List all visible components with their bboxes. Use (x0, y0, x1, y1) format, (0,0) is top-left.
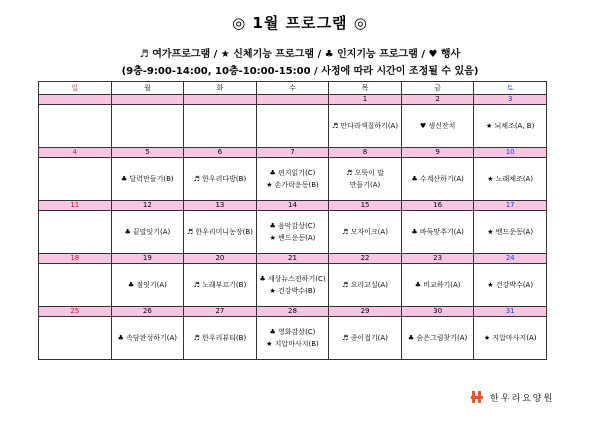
program-item: ♣ 비교하기(A) (414, 281, 461, 289)
date-cell: 4 (39, 148, 112, 158)
program-item: ★ 지압마사지(B) (266, 340, 319, 348)
date-cell: 1 (329, 95, 402, 105)
program-cell (474, 264, 547, 307)
facility-footer (470, 389, 580, 405)
program-item: ♬ 오뚝이 말 (346, 169, 384, 177)
program-item: ★ 건강박수(A) (487, 281, 534, 289)
program-cell (39, 264, 112, 307)
date-cell: 6 (184, 148, 257, 158)
program-cell (111, 264, 184, 307)
program-item: ★ 손가락운동(B) (266, 181, 319, 189)
program-item: ★ 노래체조(A) (487, 175, 534, 183)
date-cell: 10 (474, 148, 547, 158)
program-item: ♬ 노래부르기(B) (193, 281, 247, 289)
program-item: ♣ 세상뉴스전하기(C) (259, 275, 326, 283)
program-cell (474, 105, 547, 148)
program-item: ♣ 점잇기(A) (127, 281, 167, 289)
program-item: ♣ 영화감상(C) (269, 328, 316, 336)
program-item: ★ 건강박수(B) (269, 287, 316, 295)
program-item: ♣ 수계산하기(A) (411, 175, 464, 183)
weekday-thu: 목 (329, 82, 402, 95)
date-row (39, 201, 547, 211)
date-cell: 29 (329, 307, 402, 317)
date-cell: 16 (401, 201, 474, 211)
date-cell: 24 (474, 254, 547, 264)
program-cell (39, 158, 112, 201)
date-cell (39, 95, 112, 105)
program-item: ★ 밴드운동(A) (487, 228, 534, 236)
program-item: ♬ 종이접기(A) (342, 334, 388, 342)
program-cell (184, 158, 257, 201)
date-cell: 19 (111, 254, 184, 264)
program-cell (39, 317, 112, 360)
weekday-tue: 화 (184, 82, 257, 95)
date-cell: 9 (401, 148, 474, 158)
date-cell: 7 (256, 148, 329, 158)
program-calendar (38, 81, 547, 360)
date-cell: 8 (329, 148, 402, 158)
program-item: ♣ 바둑맞추기(A) (411, 228, 464, 236)
program-cell (256, 264, 329, 307)
program-cell (474, 317, 547, 360)
program-cell (111, 317, 184, 360)
program-item: ♣ 속담완성하기(A) (117, 334, 177, 342)
weekday-mon: 월 (111, 82, 184, 95)
facility-name: 한우리요양원 (490, 393, 555, 404)
program-item: ♬ 만다라색칠하기(A) (331, 122, 399, 130)
date-cell: 23 (401, 254, 474, 264)
program-cell (401, 211, 474, 254)
program-item: 만들기(A) (349, 181, 381, 189)
program-cell (401, 158, 474, 201)
date-cell: 27 (184, 307, 257, 317)
date-cell: 18 (39, 254, 112, 264)
program-item: ♣ 달력만들기(B) (121, 175, 174, 183)
date-cell: 3 (474, 95, 547, 105)
program-cell (39, 105, 112, 148)
program-row (39, 211, 547, 254)
program-row (39, 264, 547, 307)
date-cell: 15 (329, 201, 402, 211)
program-cell (256, 105, 329, 148)
date-cell: 20 (184, 254, 257, 264)
weekday-sun: 일 (39, 82, 112, 95)
program-cell (111, 158, 184, 201)
weekday-wed: 수 (256, 82, 329, 95)
program-cell (474, 211, 547, 254)
date-cell: 31 (474, 307, 547, 317)
date-cell: 12 (111, 201, 184, 211)
date-row (39, 307, 547, 317)
program-item: ♣ 음악감상(C) (269, 222, 316, 230)
date-cell: 13 (184, 201, 257, 211)
program-cell (184, 211, 257, 254)
program-cell (401, 105, 474, 148)
program-item: ♬ 한우리뷰티(B) (193, 334, 247, 342)
weekday-sat: 토 (474, 82, 547, 95)
page-title: ◎ 1월 프로그램 ◎ (232, 14, 368, 32)
program-cell (39, 211, 112, 254)
date-cell: 28 (256, 307, 329, 317)
program-cell (474, 158, 547, 201)
date-cell: 25 (39, 307, 112, 317)
program-cell (329, 264, 402, 307)
date-cell (111, 95, 184, 105)
date-cell: 21 (256, 254, 329, 264)
program-item: ♬ 한우리다방(B) (193, 175, 247, 183)
date-cell (184, 95, 257, 105)
program-row (39, 105, 547, 148)
date-cell: 2 (401, 95, 474, 105)
date-row (39, 95, 547, 105)
date-cell: 11 (39, 201, 112, 211)
program-cell (401, 264, 474, 307)
program-item: ★ 뇌체조(A, B) (486, 122, 535, 130)
weekday-header-row (39, 82, 547, 95)
program-item: ♬ 한우리미니농장(B) (186, 228, 253, 236)
program-cell (256, 317, 329, 360)
date-cell: 17 (474, 201, 547, 211)
date-cell: 5 (111, 148, 184, 158)
date-row (39, 254, 547, 264)
program-cell (184, 317, 257, 360)
program-cell (111, 211, 184, 254)
program-row (39, 317, 547, 360)
program-cell (329, 105, 402, 148)
program-item: ♣ 숨은그림찾기(A) (407, 334, 468, 342)
program-cell (256, 158, 329, 201)
program-row (39, 158, 547, 201)
program-cell (256, 211, 329, 254)
program-item: ♣ 편지읽기(C) (269, 169, 316, 177)
date-row (39, 148, 547, 158)
date-cell: 14 (256, 201, 329, 211)
program-item: ♥ 생신잔치 (419, 122, 456, 130)
weekday-fri: 금 (401, 82, 474, 95)
date-cell (256, 95, 329, 105)
date-cell: 30 (401, 307, 474, 317)
date-cell: 22 (329, 254, 402, 264)
program-item: ♬ 요리교실(A) (342, 281, 388, 289)
program-cell (111, 105, 184, 148)
hanwoori-logo-icon (470, 390, 484, 404)
program-cell (329, 158, 402, 201)
program-cell (184, 105, 257, 148)
date-cell: 26 (111, 307, 184, 317)
program-item: ★ 밴드운동(A) (269, 234, 316, 242)
program-item: ♬ 모자이크(A) (342, 228, 388, 236)
program-cell (401, 317, 474, 360)
program-cell (184, 264, 257, 307)
program-legend: ♬ 여가프로그램 / ★ 신체기능 프로그램 / ♣ 인지기능 프로그램 / ♥ 행사 (139, 49, 461, 60)
operating-hours-note: (9층-9:00-14:00, 10층-10:00-15:00 / 사정에 따라 시간이 조정될 수 있음) (121, 66, 479, 77)
program-item: ♣ 끝말잇기(A) (124, 228, 171, 236)
program-cell (329, 317, 402, 360)
program-item: ★ 지압마사지(A) (483, 334, 537, 342)
program-cell (329, 211, 402, 254)
